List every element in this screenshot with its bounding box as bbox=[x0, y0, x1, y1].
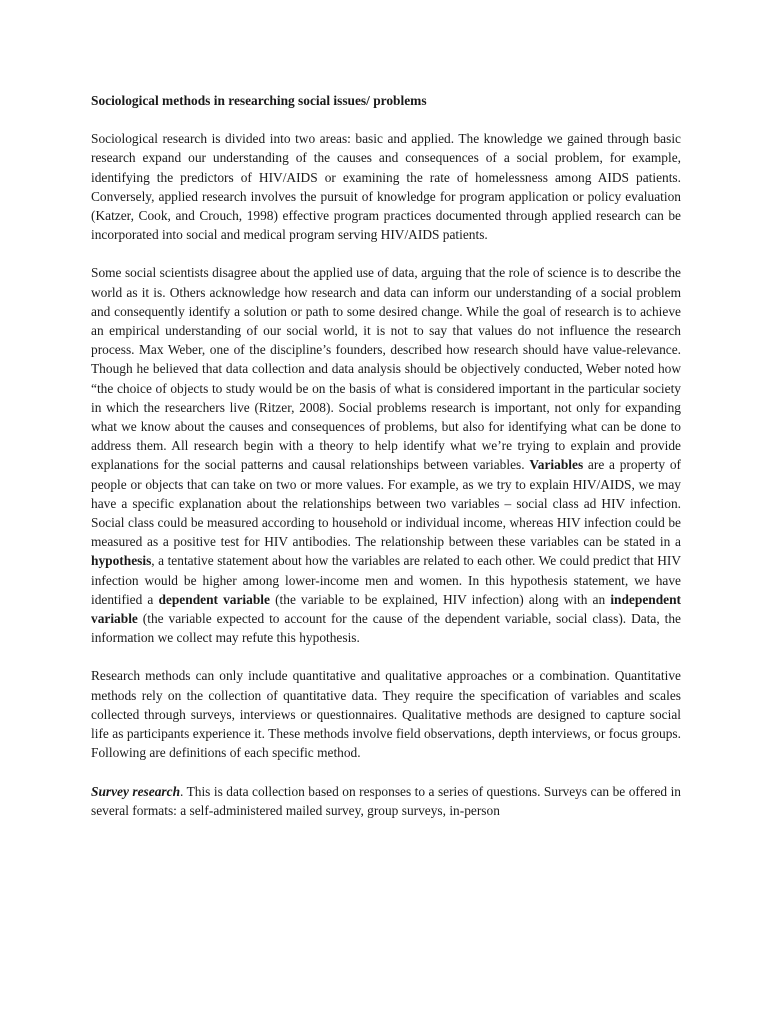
term-survey-research: Survey research bbox=[91, 783, 181, 799]
paragraph-basic-applied: Sociological research is divided into two areas: basic and applied. The knowledge we gained through basic research expand our understanding of the causes and consequences of a social problem, for example, identifying the predictors of HIV/AIDS or examining the rate of homelessness among AIDS patients. Conversely, applied research involves the pursuit of knowledge for program application or policy evaluation (Katzer, Cook, and Crouch, 1998) effective program practices documented through applied research can be incorporated into social and medical program serving HIV/AIDS patients. bbox=[91, 131, 681, 243]
text-run: . This is data collection based on responses to a series of questions. Surveys can be offered in several formats: a self-administered mailed survey, group surveys, in-person bbox=[91, 783, 681, 818]
term-independent-variable: independent variable bbox=[91, 591, 682, 627]
text-run: (the variable to be explained, HIV infection) along with an bbox=[269, 591, 611, 607]
paragraph-survey-research bbox=[91, 782, 681, 820]
text-run: , a tentative statement about how the variables are related to each other. We could predict that HIV infection would be higher among lower-income men and women. In this hypothesis statement, we have identified a bbox=[91, 553, 681, 607]
text-run: (the variable expected to account for the cause of the dependent variable, social class). Data, the information we collect may refute this hypothesis. bbox=[91, 611, 681, 646]
term-dependent-variable: dependent variable bbox=[158, 591, 270, 607]
term-hypothesis: hypothesis bbox=[91, 553, 152, 569]
text-run: Some social scientists disagree about the applied use of data, arguing that the role of science is to describe the world as it is. Others acknowledge how research and data can inform our understanding of a social problem and consequently identify a solution or path to some desired change. While the goal of research is to achieve an empirical understanding of our social world, it is not to say that values do not influence the research process. Max Weber, one of the discipline’s founders, described how research should have value-relevance. Though he believed that data collection and data analysis should be objectively conducted, Weber noted how “the choice of objects to study would be on the basis of what is considered important in the particular society in which the researchers live (Ritzer, 2008). Social problems research is important, not only for expanding what we know about the causes and consequences of problems, but also for identifying what can be done to address them. All research begin with a theory to help identify what we’re trying to explain and provide explanations for the social patterns and causal relationships between variables. bbox=[91, 265, 681, 473]
paragraph-research-methods: Research methods can only include quantitative and qualitative approaches or a combination. Quantitative methods rely on the collection of quantitative data. They require the specification of variables and scales collected through surveys, interviews or questionnaires. Qualitative methods are designed to capture social life as participants experience it. These methods involve field observations, depth interviews, or focus groups. Following are definitions of each specific method. bbox=[91, 668, 681, 761]
paragraph-values-variables bbox=[91, 263, 681, 647]
text-run: are a property of people or objects that can take on two or more values. For example, as we try to explain HIV/AIDS, we may have a specific explanation about the relationships between two variables – social class ad HIV infection. Social class could be measured according to household or individual income, whereas HIV infection could be measured as a positive test for HIV antibodies. The relationship between these variables can be stated in a bbox=[91, 457, 681, 550]
document-page bbox=[91, 91, 681, 839]
term-variables: Variables bbox=[529, 457, 584, 473]
document-title: Sociological methods in researching social issues/ problems bbox=[91, 93, 427, 108]
